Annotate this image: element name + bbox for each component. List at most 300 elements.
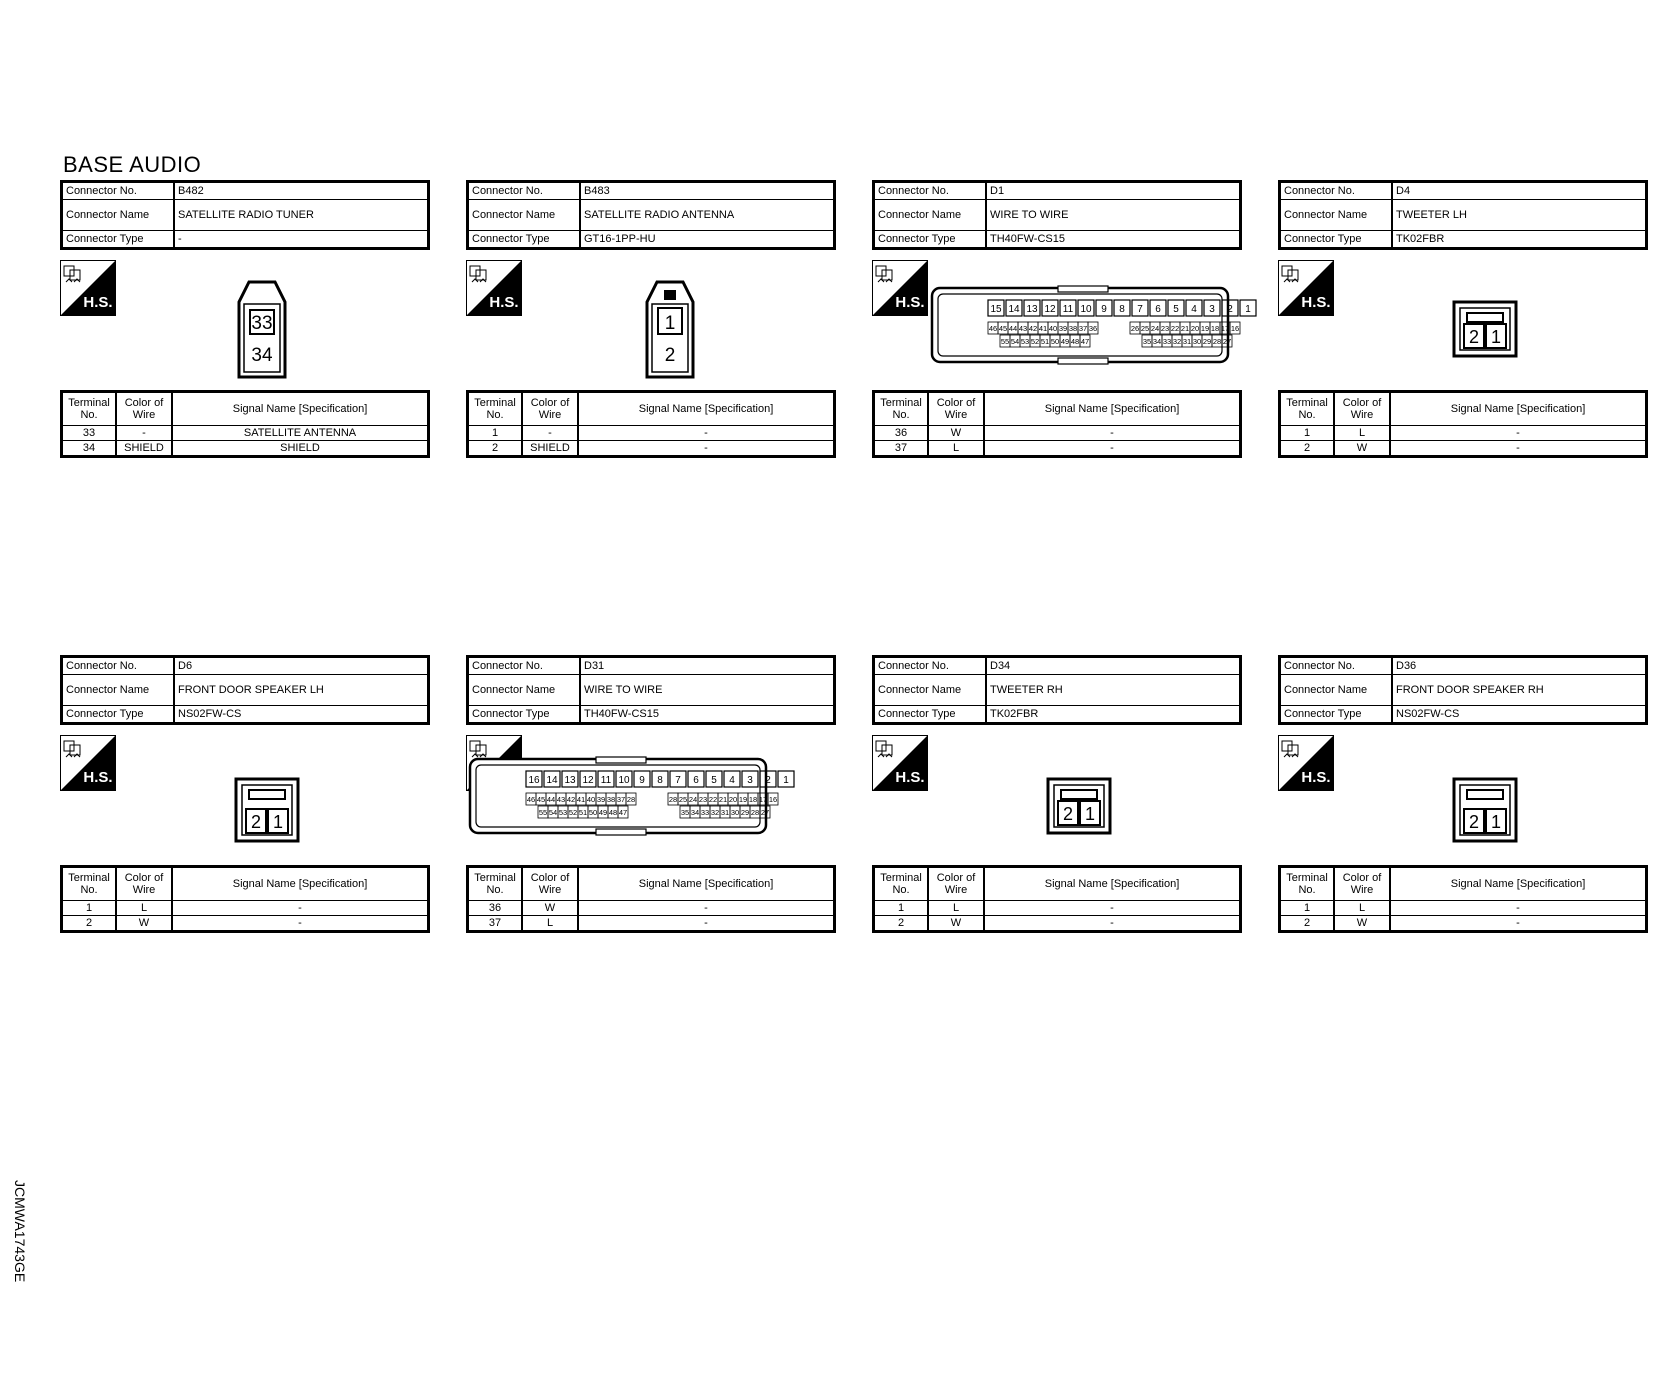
signal-name-cell: -: [578, 916, 835, 932]
pin-label: 2: [1062, 804, 1074, 824]
wire-color-cell: L: [522, 916, 578, 932]
connector-face-svg: [1452, 777, 1518, 843]
pin-label: 42: [566, 795, 576, 804]
signal-name-header: Signal Name [Specification]: [172, 392, 429, 426]
terminal-no-cell: 2: [468, 441, 523, 457]
connector-no-value: B483: [580, 182, 835, 200]
color-of-wire-header: Color of Wire: [928, 867, 984, 901]
pin-label: 43: [556, 795, 566, 804]
pin-label: 40: [586, 795, 596, 804]
pin-label: 50: [1050, 337, 1060, 346]
connector-type-value: NS02FW-CS: [1392, 706, 1647, 724]
pin-label: 32: [1172, 337, 1182, 346]
hs-badge-label: H.S.: [83, 769, 113, 786]
pin-label: 49: [1060, 337, 1070, 346]
pin-label: 28: [626, 795, 636, 804]
connector-name-label: Connector Name: [62, 675, 175, 706]
signal-name-header: Signal Name [Specification]: [578, 392, 835, 426]
color-of-wire-header: Color of Wire: [1334, 867, 1390, 901]
signal-name-cell: -: [984, 426, 1241, 441]
pin-label: 15: [990, 304, 1002, 315]
pin-label: 54: [1010, 337, 1020, 346]
color-of-wire-header: Color of Wire: [522, 392, 578, 426]
signal-name-cell: -: [1390, 426, 1647, 441]
connector-card-d36: [1278, 655, 1654, 955]
terminal-row: [468, 426, 835, 441]
connector-no-label: Connector No.: [874, 657, 987, 675]
terminal-no-cell: 2: [1280, 916, 1335, 932]
terminal-no-header: Terminal No.: [468, 392, 523, 426]
connector-name-label: Connector Name: [874, 675, 987, 706]
terminal-no-cell: 1: [1280, 901, 1335, 916]
pin-label: 16: [528, 775, 540, 786]
pin-label: 54: [548, 808, 558, 817]
pin-label: 35: [1142, 337, 1152, 346]
pin-label: 52: [1030, 337, 1040, 346]
signal-name-cell: -: [578, 426, 835, 441]
wire-color-cell: -: [116, 426, 172, 441]
connector-type-value: GT16-1PP-HU: [580, 231, 835, 249]
connector-name-value: TWEETER LH: [1392, 200, 1647, 231]
hs-harness-icon: [1278, 735, 1334, 791]
pin-label: 38: [1068, 324, 1078, 333]
pin-label: 22: [1170, 324, 1180, 333]
terminal-row: [874, 441, 1241, 457]
connector-info-table: [60, 180, 430, 250]
terminal-no-header: Terminal No.: [62, 867, 117, 901]
pin-label: 43: [1018, 324, 1028, 333]
pin-label: 12: [1044, 304, 1056, 315]
connector-card-d4: [1278, 180, 1654, 480]
pin-label: 1: [272, 812, 284, 832]
pin-label: 21: [718, 795, 728, 804]
signal-name-cell: -: [984, 916, 1241, 932]
pin-label: 51: [578, 808, 588, 817]
connector-card-d6: [60, 655, 436, 955]
connector-face-diagram: [468, 755, 789, 842]
pin-label: 16: [1230, 324, 1240, 333]
pin-label: 18: [1210, 324, 1220, 333]
terminal-row: [468, 441, 835, 457]
terminal-row: [874, 916, 1241, 932]
connector-card-b483: [466, 180, 842, 480]
connector-type-label: Connector Type: [1280, 706, 1393, 724]
pin-label: 35: [680, 808, 690, 817]
pin-label: 33: [1162, 337, 1172, 346]
hs-badge-label: H.S.: [83, 294, 113, 311]
signal-name-header: Signal Name [Specification]: [172, 867, 429, 901]
signal-name-cell: -: [1390, 441, 1647, 457]
terminal-table: [872, 865, 1242, 933]
pin-label: 1: [783, 775, 789, 786]
signal-name-cell: -: [172, 901, 429, 916]
pin-label: 33: [700, 808, 710, 817]
connector-name-value: FRONT DOOR SPEAKER LH: [174, 675, 429, 706]
pin-label: 29: [1202, 337, 1212, 346]
connector-name-value: WIRE TO WIRE: [986, 200, 1241, 231]
pin-label: 1: [664, 313, 676, 334]
color-of-wire-header: Color of Wire: [928, 392, 984, 426]
connector-type-value: NS02FW-CS: [174, 706, 429, 724]
pin-label: 21: [1180, 324, 1190, 333]
pin-label: 17: [1220, 324, 1230, 333]
pin-label: 39: [596, 795, 606, 804]
pin-label: 51: [1040, 337, 1050, 346]
connector-face-svg: [1046, 777, 1112, 835]
wire-color-cell: L: [928, 441, 984, 457]
pin-label: 1: [1490, 327, 1502, 347]
wire-color-cell: W: [928, 426, 984, 441]
pin-label: 45: [998, 324, 1008, 333]
pin-label: 4: [1191, 304, 1197, 315]
pin-label: 27: [1222, 337, 1232, 346]
connector-info-table: [60, 655, 430, 725]
wire-color-cell: SHIELD: [522, 441, 578, 457]
connector-type-value: TH40FW-CS15: [580, 706, 835, 724]
connector-no-label: Connector No.: [874, 182, 987, 200]
pin-label: 12: [582, 775, 594, 786]
connector-type-label: Connector Type: [874, 706, 987, 724]
connector-type-label: Connector Type: [62, 706, 175, 724]
terminal-no-cell: 33: [62, 426, 117, 441]
terminal-no-cell: 1: [62, 901, 117, 916]
terminal-table: [466, 865, 836, 933]
pin-label: 26: [1130, 324, 1140, 333]
hs-badge-label: H.S.: [895, 769, 925, 786]
terminal-no-cell: 37: [874, 441, 929, 457]
terminal-row: [62, 441, 429, 457]
pin-label: 33: [251, 313, 273, 334]
connector-info-table: [466, 655, 836, 725]
pin-label: 19: [738, 795, 748, 804]
pin-label: 55: [1000, 337, 1010, 346]
signal-name-header: Signal Name [Specification]: [1390, 867, 1647, 901]
pin-label: 46: [988, 324, 998, 333]
pin-label: 29: [740, 808, 750, 817]
connector-name-label: Connector Name: [468, 675, 581, 706]
page-title: BASE AUDIO: [63, 152, 202, 177]
signal-name-cell: -: [984, 441, 1241, 457]
terminal-row: [874, 426, 1241, 441]
wire-color-cell: W: [116, 916, 172, 932]
connector-face-svg: [642, 280, 698, 378]
terminal-table: [1278, 390, 1648, 458]
hs-badge-label: H.S.: [895, 294, 925, 311]
connector-info-table: [872, 180, 1242, 250]
pin-label: 25: [678, 795, 688, 804]
pin-label: 2: [664, 345, 676, 366]
connector-name-label: Connector Name: [874, 200, 987, 231]
pin-label: 23: [1160, 324, 1170, 333]
pin-label: 7: [675, 775, 681, 786]
connector-face-diagram: [1452, 300, 1518, 363]
wire-color-cell: L: [116, 901, 172, 916]
pin-label: 41: [1038, 324, 1048, 333]
pin-label: 2: [1468, 812, 1480, 832]
connector-info-table: [466, 180, 836, 250]
terminal-table: [60, 865, 430, 933]
signal-name-cell: -: [1390, 901, 1647, 916]
connector-name-label: Connector Name: [468, 200, 581, 231]
terminal-no-header: Terminal No.: [1280, 392, 1335, 426]
connector-info-table: [1278, 655, 1648, 725]
pin-label: 2: [1468, 327, 1480, 347]
connector-face-diagram: [642, 280, 698, 383]
terminal-row: [62, 916, 429, 932]
terminal-no-cell: 2: [874, 916, 929, 932]
connector-type-value: TK02FBR: [986, 706, 1241, 724]
terminal-row: [468, 916, 835, 932]
pin-label: 34: [690, 808, 700, 817]
connector-card-d31: [466, 655, 842, 955]
pin-label: 47: [618, 808, 628, 817]
connector-type-value: TH40FW-CS15: [986, 231, 1241, 249]
hs-harness-icon: [872, 735, 928, 791]
signal-name-cell: -: [578, 901, 835, 916]
lock-tab: [664, 290, 676, 300]
pin-label: 14: [546, 775, 558, 786]
connector-name-value: SATELLITE RADIO TUNER: [174, 200, 429, 231]
pin-label: 2: [250, 812, 262, 832]
pin-label: 1: [1084, 804, 1096, 824]
connector-type-label: Connector Type: [468, 706, 581, 724]
connector-type-value: -: [174, 231, 429, 249]
pin-label: 31: [720, 808, 730, 817]
pin-label: 38: [606, 795, 616, 804]
terminal-row: [874, 901, 1241, 916]
pin-label: 2: [765, 775, 771, 786]
terminal-no-cell: 36: [874, 426, 929, 441]
terminal-no-cell: 34: [62, 441, 117, 457]
lock-tab: [1058, 358, 1108, 364]
connector-face-svg: [930, 284, 1251, 366]
pin-label: 48: [1070, 337, 1080, 346]
hs-badge-label: H.S.: [489, 294, 519, 311]
pin-label: 44: [546, 795, 556, 804]
connector-face-diagram: [930, 284, 1251, 371]
terminal-table: [60, 390, 430, 458]
connector-name-value: SATELLITE RADIO ANTENNA: [580, 200, 835, 231]
pin-label: 6: [693, 775, 699, 786]
connector-no-value: D36: [1392, 657, 1647, 675]
pin-label: 5: [711, 775, 717, 786]
pin-label: 20: [1190, 324, 1200, 333]
connector-name-label: Connector Name: [1280, 200, 1393, 231]
pin-label: 27: [760, 808, 770, 817]
terminal-no-header: Terminal No.: [874, 392, 929, 426]
pin-label: 25: [1140, 324, 1150, 333]
pin-label: 28: [1212, 337, 1222, 346]
pin-label: 37: [1078, 324, 1088, 333]
hs-harness-icon: [60, 260, 116, 316]
signal-name-header: Signal Name [Specification]: [578, 867, 835, 901]
hs-harness-icon: [1278, 260, 1334, 316]
hs-badge-label: H.S.: [1301, 294, 1331, 311]
pin-label: 22: [708, 795, 718, 804]
pin-label: 10: [1080, 304, 1092, 315]
pin-label: 34: [251, 345, 273, 366]
pin-label: 42: [1028, 324, 1038, 333]
signal-name-cell: SHIELD: [172, 441, 429, 457]
pin-label: 55: [538, 808, 548, 817]
connector-face-svg: [234, 777, 300, 843]
connector-type-label: Connector Type: [468, 231, 581, 249]
color-of-wire-header: Color of Wire: [116, 867, 172, 901]
terminal-no-header: Terminal No.: [1280, 867, 1335, 901]
pin-label: 7: [1137, 304, 1143, 315]
connector-face-svg: [1452, 300, 1518, 358]
wire-color-cell: SHIELD: [116, 441, 172, 457]
pin-label: 31: [1182, 337, 1192, 346]
terminal-no-header: Terminal No.: [874, 867, 929, 901]
pin-label: 30: [1192, 337, 1202, 346]
pin-label: 9: [1101, 304, 1107, 315]
connector-no-label: Connector No.: [62, 182, 175, 200]
terminal-row: [468, 901, 835, 916]
signal-name-header: Signal Name [Specification]: [984, 867, 1241, 901]
connector-face-diagram: [1452, 777, 1518, 848]
signal-name-cell: SATELLITE ANTENNA: [172, 426, 429, 441]
connector-no-label: Connector No.: [1280, 657, 1393, 675]
pin-label: 13: [564, 775, 576, 786]
terminal-row: [1280, 916, 1647, 932]
signal-name-header: Signal Name [Specification]: [984, 392, 1241, 426]
signal-name-cell: -: [984, 901, 1241, 916]
pin-label: 11: [600, 775, 612, 786]
connector-type-label: Connector Type: [62, 231, 175, 249]
connector-no-label: Connector No.: [1280, 182, 1393, 200]
connector-no-value: D1: [986, 182, 1241, 200]
connector-type-label: Connector Type: [1280, 231, 1393, 249]
signal-name-cell: -: [172, 916, 429, 932]
connector-no-label: Connector No.: [62, 657, 175, 675]
terminal-row: [1280, 441, 1647, 457]
connector-no-value: D6: [174, 657, 429, 675]
pin-label: 8: [657, 775, 663, 786]
color-of-wire-header: Color of Wire: [1334, 392, 1390, 426]
connector-no-label: Connector No.: [468, 657, 581, 675]
pin-label: 32: [710, 808, 720, 817]
connector-face-svg: [468, 755, 789, 837]
terminal-table: [872, 390, 1242, 458]
pin-label: 39: [1058, 324, 1068, 333]
signal-name-cell: -: [1390, 916, 1647, 932]
color-of-wire-header: Color of Wire: [522, 867, 578, 901]
pin-label: 53: [1020, 337, 1030, 346]
connector-type-value: TK02FBR: [1392, 231, 1647, 249]
terminal-table: [466, 390, 836, 458]
connector-name-value: FRONT DOOR SPEAKER RH: [1392, 675, 1647, 706]
signal-name-header: Signal Name [Specification]: [1390, 392, 1647, 426]
pin-label: 53: [558, 808, 568, 817]
connector-info-table: [872, 655, 1242, 725]
connector-card-d34: [872, 655, 1248, 955]
pin-label: 30: [730, 808, 740, 817]
lock-tab: [596, 829, 646, 835]
connector-info-table: [1278, 180, 1648, 250]
pin-label: 44: [1008, 324, 1018, 333]
hs-harness-icon: [872, 260, 928, 316]
connector-no-value: D31: [580, 657, 835, 675]
pin-label: 47: [1080, 337, 1090, 346]
terminal-row: [1280, 426, 1647, 441]
pin-label: 5: [1173, 304, 1179, 315]
signal-name-cell: -: [578, 441, 835, 457]
connector-name-label: Connector Name: [1280, 675, 1393, 706]
terminal-table: [1278, 865, 1648, 933]
pin-label: 18: [748, 795, 758, 804]
connector-name-value: TWEETER RH: [986, 675, 1241, 706]
connector-card-b482: [60, 180, 436, 480]
pin-label: 41: [576, 795, 586, 804]
pin-label: 13: [1026, 304, 1038, 315]
terminal-row: [62, 426, 429, 441]
lock-tab: [596, 757, 646, 763]
terminal-no-cell: 1: [874, 901, 929, 916]
pin-label: 19: [1200, 324, 1210, 333]
hs-badge-label: H.S.: [1301, 769, 1331, 786]
terminal-no-header: Terminal No.: [62, 392, 117, 426]
pin-label: 3: [1209, 304, 1215, 315]
wire-color-cell: L: [1334, 426, 1390, 441]
wire-color-cell: W: [1334, 441, 1390, 457]
connector-name-label: Connector Name: [62, 200, 175, 231]
pin-label: 36: [1088, 324, 1098, 333]
pin-label: 6: [1155, 304, 1161, 315]
pin-label: 24: [1150, 324, 1160, 333]
wire-color-cell: -: [522, 426, 578, 441]
connector-card-d1: [872, 180, 1251, 480]
terminal-no-cell: 1: [1280, 426, 1335, 441]
connector-face-diagram: [234, 777, 300, 848]
pin-label: 50: [588, 808, 598, 817]
wire-color-cell: W: [1334, 916, 1390, 932]
pin-label: 34: [1152, 337, 1162, 346]
terminal-no-cell: 1: [468, 426, 523, 441]
connector-face-diagram: [234, 280, 290, 383]
pin-label: 48: [608, 808, 618, 817]
pin-label: 28: [750, 808, 760, 817]
terminal-no-header: Terminal No.: [468, 867, 523, 901]
pin-label: 14: [1008, 304, 1020, 315]
pin-label: 10: [618, 775, 630, 786]
connector-type-label: Connector Type: [874, 231, 987, 249]
terminal-no-cell: 2: [62, 916, 117, 932]
lock-tab: [1058, 286, 1108, 292]
pin-label: 24: [688, 795, 698, 804]
connector-no-value: B482: [174, 182, 429, 200]
pin-label: 8: [1119, 304, 1125, 315]
pin-label: 4: [729, 775, 735, 786]
terminal-no-cell: 37: [468, 916, 523, 932]
connector-face-diagram: [1046, 777, 1112, 840]
pin-label: 49: [598, 808, 608, 817]
terminal-no-cell: 2: [1280, 441, 1335, 457]
pin-label: 52: [568, 808, 578, 817]
wire-color-cell: W: [928, 916, 984, 932]
connector-name-value: WIRE TO WIRE: [580, 675, 835, 706]
terminal-no-cell: 36: [468, 901, 523, 916]
pin-label: 20: [728, 795, 738, 804]
pin-label: 2: [1227, 304, 1233, 315]
pin-label: 11: [1062, 304, 1074, 315]
pin-label: 3: [747, 775, 753, 786]
figure-code: JCMWA1743GE: [12, 1180, 28, 1283]
wire-color-cell: L: [1334, 901, 1390, 916]
wire-color-cell: L: [928, 901, 984, 916]
connector-face-svg: [234, 280, 290, 378]
pin-label: 23: [698, 795, 708, 804]
